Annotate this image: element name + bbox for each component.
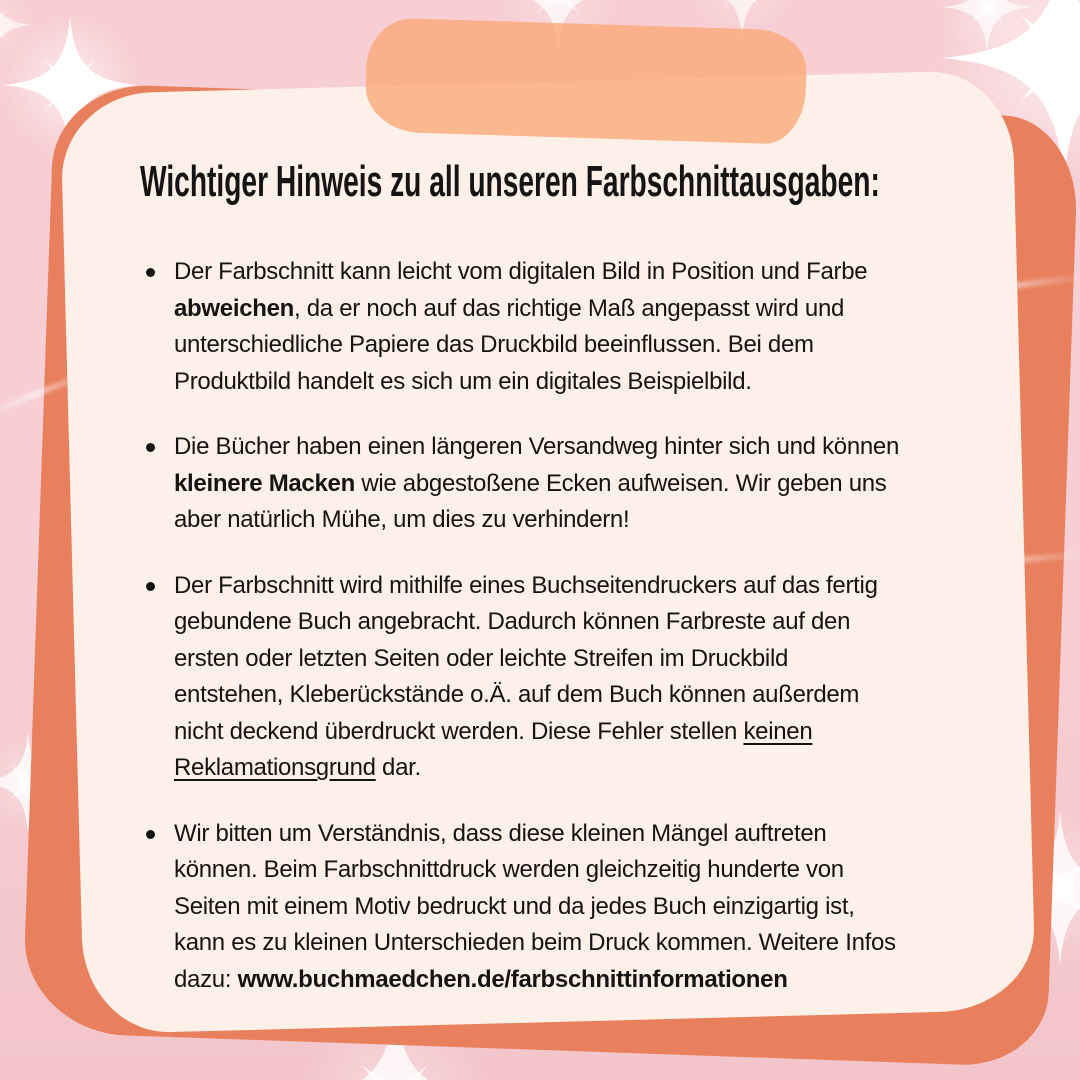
page-title: Wichtiger Hinweis zu all unseren Farbschnittausgaben: bbox=[140, 157, 880, 206]
text-run: nicht deckend überdruckt werden. Diese Fehler stellen bbox=[174, 717, 744, 745]
text-run: gebundene Buch angebracht. Dadurch können Farbreste auf den bbox=[174, 608, 851, 635]
text-run: Reklamationsgrund bbox=[174, 754, 376, 781]
text-run: Der Farbschnitt wird mithilfe eines Buchseitendruckers auf das fertig bbox=[174, 571, 878, 599]
text-run: können. Beim Farbschnittdruck werden gleichzeitig hunderte von bbox=[174, 856, 844, 883]
bullet-list bbox=[140, 254, 968, 998]
text-run: , da er noch auf das richtige Maß angepasst wird und bbox=[294, 294, 845, 322]
text-run: kann es zu kleinen Unterschieden beim Druck kommen. Weitere Infos bbox=[174, 929, 896, 956]
bullet-item bbox=[174, 254, 968, 400]
tape-strip bbox=[364, 17, 807, 145]
text-run: Seiten mit einem Motiv bedruckt und da jedes Buch einzigartig ist, bbox=[174, 892, 855, 920]
text-run: Produktbild handelt es sich um ein digitales Beispielbild. bbox=[174, 367, 752, 395]
bullet-item bbox=[174, 816, 968, 999]
note-content bbox=[140, 157, 968, 998]
bullet-item bbox=[174, 568, 968, 787]
text-run: ersten oder letzten Seiten oder leichte Streifen im Druckbild bbox=[174, 644, 789, 672]
text-run: unterschiedliche Papiere das Druckbild beeinflussen. Bei dem bbox=[174, 331, 814, 358]
text-run: abweichen bbox=[174, 294, 295, 322]
text-run: dazu: bbox=[174, 965, 238, 993]
website-url: www.buchmaedchen.de/farbschnittinformationen bbox=[237, 965, 788, 993]
text-run: kleinere Macken bbox=[174, 469, 355, 497]
text-run: Die Bücher haben einen längeren Versandweg hinter sich und können bbox=[174, 433, 900, 460]
text-run: Der Farbschnitt kann leicht vom digitalen Bild in Position und Farbe bbox=[174, 258, 868, 285]
text-run: entstehen, Kleberückstände o.Ä. auf dem Buch können außerdem bbox=[174, 681, 860, 708]
text-run: aber natürlich Mühe, um dies zu verhindern! bbox=[174, 506, 630, 533]
text-run: dar. bbox=[375, 754, 421, 781]
bullet-item bbox=[174, 429, 968, 539]
text-run: keinen bbox=[743, 717, 813, 745]
text-run: Wir bitten um Verständnis, dass diese kleinen Mängel auftreten bbox=[174, 819, 827, 847]
text-run: wie abgestoßene Ecken aufweisen. Wir geben uns bbox=[354, 469, 887, 497]
